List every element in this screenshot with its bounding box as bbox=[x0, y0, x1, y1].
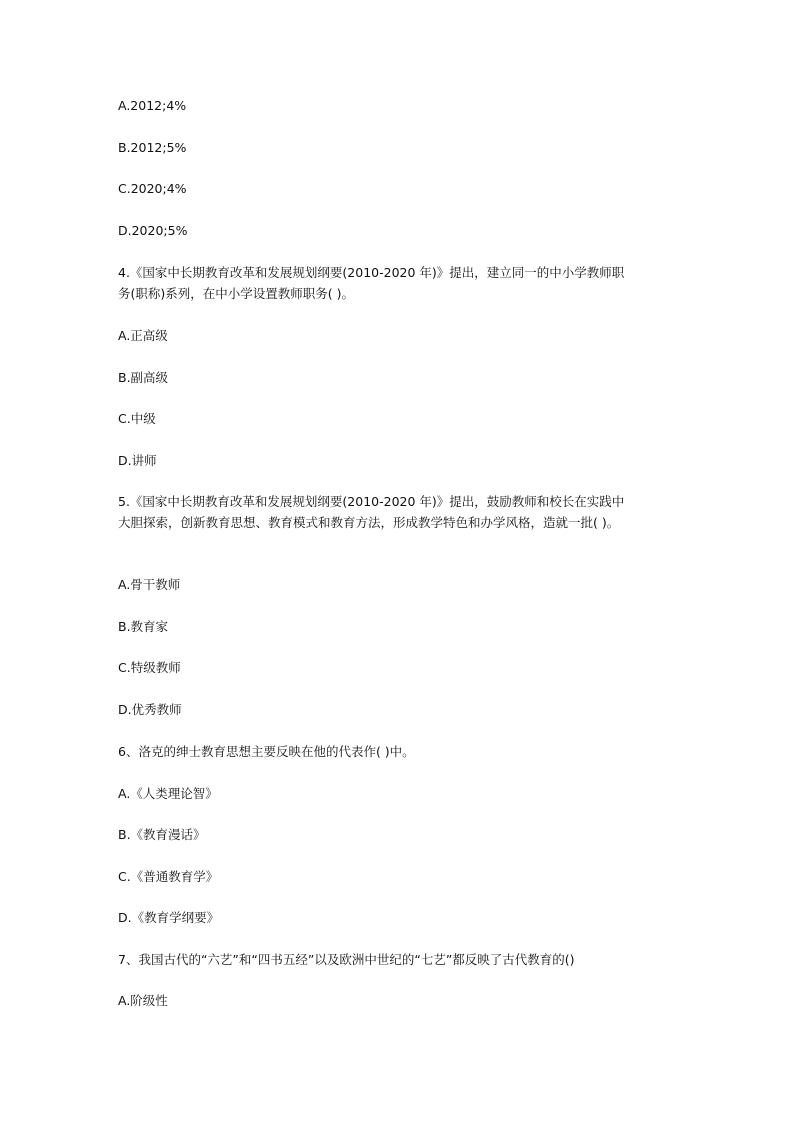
q4-option-b: B.副高级 bbox=[118, 370, 169, 385]
q6-option-c: C.《普通教育学》 bbox=[118, 869, 219, 884]
q4-text-line1: 4.《国家中长期教育改革和发展规划纲要(2010-2020 年)》提出，建立同一的中小学教师职 bbox=[118, 265, 625, 280]
q4-option-a: A.正高级 bbox=[118, 328, 168, 343]
q5-option-d: D.优秀教师 bbox=[118, 702, 182, 717]
q5-option-c: C.特级教师 bbox=[118, 660, 181, 675]
q6-option-a: A.《人类理论智》 bbox=[118, 786, 218, 801]
q7-text: 7、我国古代的“六艺”和“四书五经”以及欧洲中世纪的“七艺”都反映了古代教育的() bbox=[118, 952, 575, 967]
q7-option-a: A.阶级性 bbox=[118, 993, 168, 1008]
q6-option-d: D.《教育学纲要》 bbox=[118, 910, 220, 925]
q4-option-c: C.中级 bbox=[118, 411, 156, 426]
q5-option-b: B.教育家 bbox=[118, 619, 169, 634]
q3-option-b: B.2012;5% bbox=[118, 140, 187, 155]
q5-text-line2: 大胆探索，创新教育思想、教育模式和教育方法，形成教学特色和办学风格，造就一批( )。 bbox=[118, 515, 620, 530]
q6-option-b: B.《教育漫话》 bbox=[118, 827, 206, 842]
q4-option-d: D.讲师 bbox=[118, 453, 157, 468]
q5-text-line1: 5.《国家中长期教育改革和发展规划纲要(2010-2020 年)》提出，鼓励教师和校长在实践中 bbox=[118, 494, 625, 509]
q4-text-line2: 务(职称)系列，在中小学设置教师职务( )。 bbox=[118, 286, 354, 301]
q6-text: 6、洛克的绅士教育思想主要反映在他的代表作( )中。 bbox=[118, 744, 415, 759]
q3-option-c: C.2020;4% bbox=[118, 181, 187, 196]
q3-option-d: D.2020;5% bbox=[118, 223, 188, 238]
q3-option-a: A.2012;4% bbox=[118, 98, 187, 113]
q5-option-a: A.骨干教师 bbox=[118, 577, 181, 592]
